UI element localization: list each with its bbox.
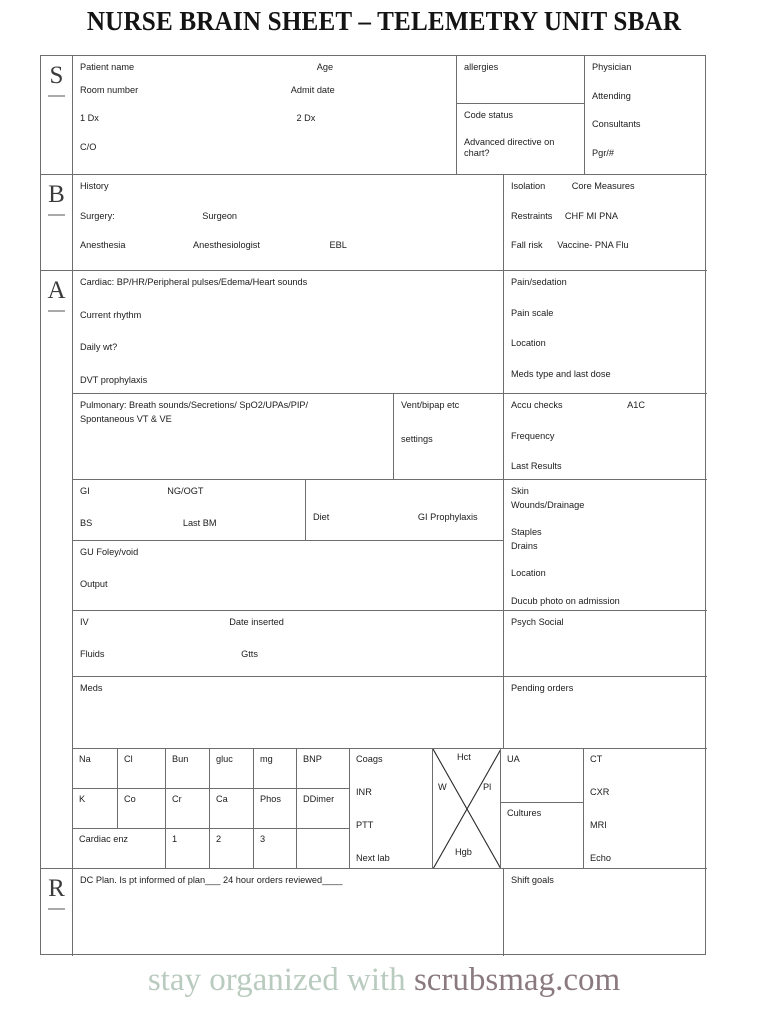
ng-ogt-label: NG/OGT [167,486,204,496]
last-bm-label: Last BM [182,517,217,528]
age-label: Age [316,62,334,72]
iv-label: IV [80,617,89,627]
shift-goals-label: Shift goals [511,875,554,885]
meds-cell[interactable] [73,677,504,749]
surgery-label: Surgery: [80,210,115,221]
pulmonary-assessment-cell[interactable] [73,394,394,480]
skin-assessment-cell[interactable] [504,480,707,611]
fluids-label: Fluids [80,648,105,659]
pending-orders-label: Pending orders [511,683,574,693]
fluids-row [80,649,503,661]
advanced-directive-label: Advanced directive on chart? [464,136,555,158]
gi-row [80,486,305,498]
shift-goals-cell[interactable] [504,869,707,956]
glucose-frequency-label: Frequency [511,430,555,441]
isolation-label: Isolation [511,181,546,191]
section-letter-b-rule [48,214,65,216]
diet-row [313,512,503,524]
ebl-label: EBL [329,240,347,250]
footer-lead-text: stay organized with [147,962,414,998]
section-letter-r-rule [48,908,65,910]
diagnosis-row [80,113,456,125]
fall-risk-label: Fall risk [511,240,543,250]
admit-date-label: Admit date [290,84,335,95]
code-status-cell[interactable] [457,104,585,175]
surgery-row [80,211,503,223]
lab-cell-bnp[interactable]: BNP [297,749,350,789]
cardiac-assessment-cell[interactable] [73,271,504,394]
psych-social-cell[interactable] [504,611,707,677]
iv-access-cell[interactable] [73,611,504,677]
anesthesia-row [80,240,503,252]
lab-cell-cardiac-enz-3[interactable]: 3 [254,829,297,869]
surgeon-label: Surgeon [202,210,238,221]
lab-cell-co[interactable]: Co [118,789,166,829]
consultants-label: Consultants [592,119,641,129]
diet-label: Diet [313,512,330,522]
background-history-cell[interactable] [73,175,504,271]
pain-location-label: Location [511,338,546,348]
footer-watermark [0,962,768,999]
next-lab-label: Next lab [356,853,390,864]
pain-assessment-cell[interactable] [504,271,707,394]
restraints-row [511,211,707,223]
section-letter-background [41,175,73,271]
pain-meds-label: Meds type and last dose [511,368,611,379]
chief-complaint-row [80,142,456,154]
imaging-cxr-label: CXR [590,787,610,798]
co-label: C/O [80,141,97,152]
history-label: History [80,181,109,191]
section-letter-a-glyph: A [47,277,66,304]
room-number-row [80,85,456,97]
glucose-monitoring-cell[interactable] [504,394,707,480]
pain-scale-label: Pain scale [511,307,554,318]
patient-demographics-cell[interactable] [73,56,457,175]
dx1-label: 1 Dx [80,113,99,123]
ducub-photo-label: Ducub photo on admission [511,595,620,606]
allergies-label: allergies [464,62,499,72]
vent-settings-label: settings [401,433,433,444]
isolation-row [511,181,707,193]
section-letter-recommendation [41,869,73,956]
physician-cell[interactable] [585,56,707,175]
a1c-label: A1C [627,400,646,410]
pager-label: Pgr/# [592,147,614,158]
pulmonary-line1-label: Pulmonary: Breath sounds/Secretions/ SpO2/UPAs/PIP/ [80,400,309,410]
bs-label: BS [80,517,93,528]
skin-location-label: Location [511,568,546,578]
meds-label: Meds [80,683,103,693]
vent-settings-cell[interactable] [394,394,504,480]
cardiac-header-label: Cardiac: BP/HR/Peripheral pulses/Edema/Heart sounds [80,277,308,287]
fall-risk-row [511,240,707,252]
vent-header-label: Vent/bipap etc [401,400,460,410]
dx2-label: 2 Dx [296,113,316,123]
cbc-fishbone-diagram[interactable] [433,749,501,869]
patient-name-label: Patient name [80,62,135,72]
cbc-platelets-label: Pl [483,782,492,792]
lab-cell-bun[interactable]: Bun [166,749,210,789]
physician-label: Physician [592,62,632,72]
daily-weight-label: Daily wt? [80,342,118,352]
glucose-last-results-label: Last Results [511,461,562,471]
restraints-label: Restraints [511,210,553,221]
accu-checks-row [511,400,707,412]
restraints-options: CHF MI PNA [564,210,619,221]
staples-label: Staples [511,527,542,537]
section-letter-assessment [41,271,73,869]
current-rhythm-label: Current rhythm [80,309,142,320]
room-number-label: Room number [80,84,139,95]
vaccine-label: Vaccine- PNA Flu [557,240,629,250]
gu-label: GU Foley/void [80,547,139,557]
lab-cell-na[interactable]: Na [73,749,118,789]
section-letter-b-glyph: B [48,181,65,208]
drains-label: Drains [511,540,538,551]
nurse-brain-sheet-form [40,55,706,955]
dvt-prophylaxis-label: DVT prophylaxis [80,374,148,385]
lab-cell-cr[interactable]: Cr [166,789,210,829]
gtts-label: Gtts [241,648,258,659]
pulmonary-line2-label: Spontaneous VT & VE [80,413,172,424]
patient-name-row [80,62,456,74]
code-status-label: Code status [464,110,514,120]
anesthesia-label: Anesthesia [80,240,126,250]
coags-label: Coags [356,754,383,764]
background-precautions-cell[interactable] [504,175,707,271]
section-letter-r-glyph: R [48,875,65,902]
wounds-drainage-label: Wounds/Drainage [511,499,585,510]
lab-cell-cl[interactable]: Cl [118,749,166,789]
lab-cell-cardiac-enz-2[interactable]: 2 [210,829,254,869]
ptt-label: PTT [356,820,374,831]
gi-prophylaxis-label: GI Prophylaxis [417,512,478,522]
output-label: Output [80,578,108,589]
lab-cell-ddimer[interactable]: DDimer [297,789,350,829]
section-letter-s-rule [48,95,65,97]
section-letter-a-rule [48,310,65,312]
dc-plan-label: DC Plan. Is pt informed of plan___ 24 hour orders reviewed____ [80,875,343,885]
page-title: NURSE BRAIN SHEET – TELEMETRY UNIT SBAR [86,6,682,36]
core-measures-label: Core Measures [571,181,635,191]
bowel-sounds-row [80,518,305,530]
cbc-hct-label: Hct [457,752,471,762]
section-letter-situation [41,56,73,175]
allergies-cell[interactable] [457,56,585,104]
coags-cell[interactable] [350,749,433,869]
lab-cell-mg[interactable]: mg [254,749,297,789]
gu-assessment-cell[interactable] [73,541,504,611]
imaging-cell[interactable] [584,749,707,869]
cbc-wbc-label: W [438,782,447,792]
attending-label: Attending [592,90,631,101]
lab-cell-cardiac-enz-blank[interactable] [297,829,350,869]
lab-cell-cardiac-enz[interactable]: Cardiac enz [73,829,166,869]
imaging-ct-label: CT [590,754,603,764]
dc-plan-cell[interactable] [73,869,504,956]
cultures-cell[interactable]: Cultures [501,803,584,869]
diet-cell[interactable] [306,480,504,541]
lab-cell-cardiac-enz-1[interactable]: 1 [166,829,210,869]
imaging-echo-label: Echo [590,853,611,864]
gi-assessment-cell[interactable] [73,480,306,541]
section-letter-s-glyph: S [49,62,64,89]
footer-brand-text: scrubsmag.com [413,962,621,998]
lab-cell-k[interactable]: K [73,789,118,829]
anesthesiologist-label: Anesthesiologist [193,240,260,250]
skin-label: Skin [511,486,529,496]
pending-orders-cell[interactable] [504,677,707,749]
pain-sedation-label: Pain/sedation [511,277,567,287]
date-inserted-label: Date inserted [229,617,284,627]
ua-cell[interactable]: UA [501,749,584,803]
imaging-mri-label: MRI [590,820,607,831]
lab-cell-gluc[interactable]: gluc [210,749,254,789]
iv-row [80,617,503,629]
lab-cell-ca[interactable]: Ca [210,789,254,829]
accu-checks-label: Accu checks [511,400,563,410]
gi-label: GI [80,486,90,496]
inr-label: INR [356,787,372,798]
psych-social-label: Psych Social [511,617,564,627]
cbc-hgb-label: Hgb [455,847,472,857]
lab-cell-phos[interactable]: Phos [254,789,297,829]
